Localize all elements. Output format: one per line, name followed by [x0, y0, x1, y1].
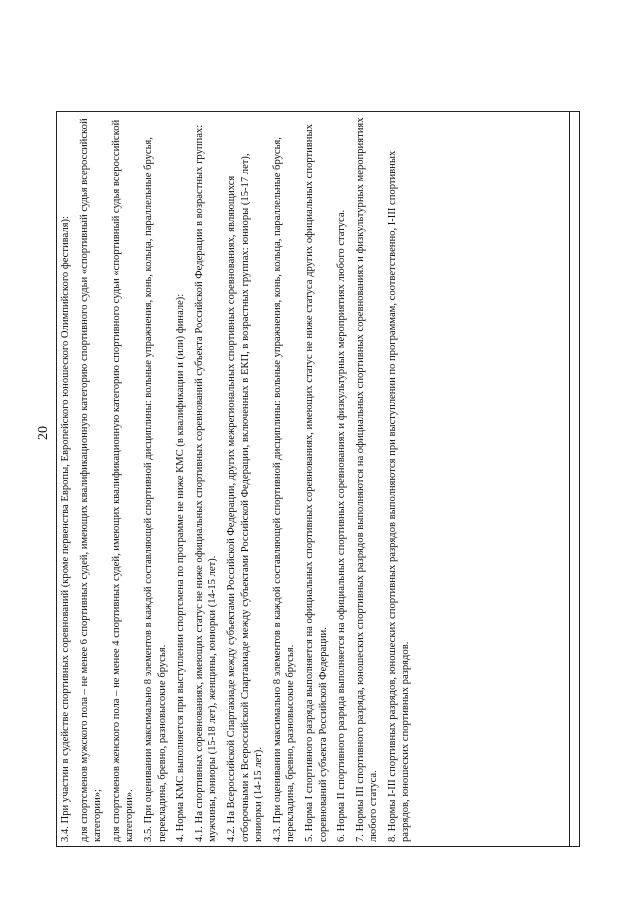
empty-cell: [570, 112, 580, 847]
requirements-table: [56, 111, 580, 847]
paragraph-3-5: 3.5. При оценивании максимально 8 элементов в каждой составляющей спортивной дисциплины: вольные упражнения, конь, кольца, параллельные брусья, перекладина, бревно, разновысокие брусья.: [142, 137, 168, 842]
paragraph-6: 6. Норма II спортивного разряда выполняется на официальных спортивных соревнованиях и физкультурных мероприятиях любого статуса.: [336, 209, 348, 842]
notes-cell: [57, 112, 570, 847]
paragraph-4: 4. Норма КМС выполняется при выступлении спортсмена по программе не ниже КМС (в квалификации и (или) финале):: [175, 293, 187, 842]
page-number: 20: [36, 426, 51, 440]
paragraph-men-judges: для спортсменов мужского пола – не менее 6 спортивных судей, имеющих квалификационную категорию спортивного судьи «спортивный судья всероссийской категории»;: [78, 118, 104, 842]
paragraph-4-3: 4.3. При оценивании максимально 8 элементов в каждой составляющей спортивной дисциплины: вольные упражнения, конь, кольца, параллельные брусья, перекладина, бревно, разновысокие брусья.: [271, 137, 297, 842]
paragraph-4-1: 4.1. На спортивных соревнованиях, имеющих статус не ниже официальных спортивных соревнований субъекта Российской Федерации в возрастных группах: мужчины, юниоры (15-18 лет), женщины, юниорки (14-15 лет).: [193, 124, 219, 842]
table-row-empty: [570, 112, 580, 847]
paragraph-women-judges: для спортсменов женского пола – не менее 4 спортивных судей, имеющих квалификационную категорию спортивного судьи «спортивный судья всероссийской категории».: [110, 119, 136, 842]
paragraph-3-4: 3.4. При участии в судействе спортивных соревнований (кроме первенства Европы, Европейского юношеского Олимпийского фестиваля):: [60, 216, 71, 842]
paragraph-8: 8. Нормы I-III спортивных разрядов, юношеских спортивных разрядов выполняются при выступлении по программам, соответственно, I-III спортивных разрядов, юношеских спортивных разрядов.: [386, 150, 412, 842]
rotated-table-container: [56, 111, 580, 847]
paragraph-5: 5. Норма I спортивного разряда выполняется на официальных спортивных соревнованиях, имеющих статус не ниже статуса других официальных спортивных соревнований субъекта Российской Федерации.: [303, 124, 329, 842]
table-row: [57, 112, 570, 847]
paragraph-4-2: 4.2. На Всероссийской Спартакиаде между субъектами Российской Федерации, других межрегиональных спортивных соревнованиях, являющихся отборочными к Всероссийской Спартакиаде между субъектами Российской Федерации, включенных в ЕКП, в возрастных группах: юниоры (15-17 лет), юниорки (14-15 лет).: [225, 153, 265, 842]
paragraph-7: 7. Нормы III спортивного разряда, юношеских спортивных разрядов выполняются на официальных спортивных соревнованиях и физкультурных мероприятиях любого статуса.: [354, 117, 380, 842]
